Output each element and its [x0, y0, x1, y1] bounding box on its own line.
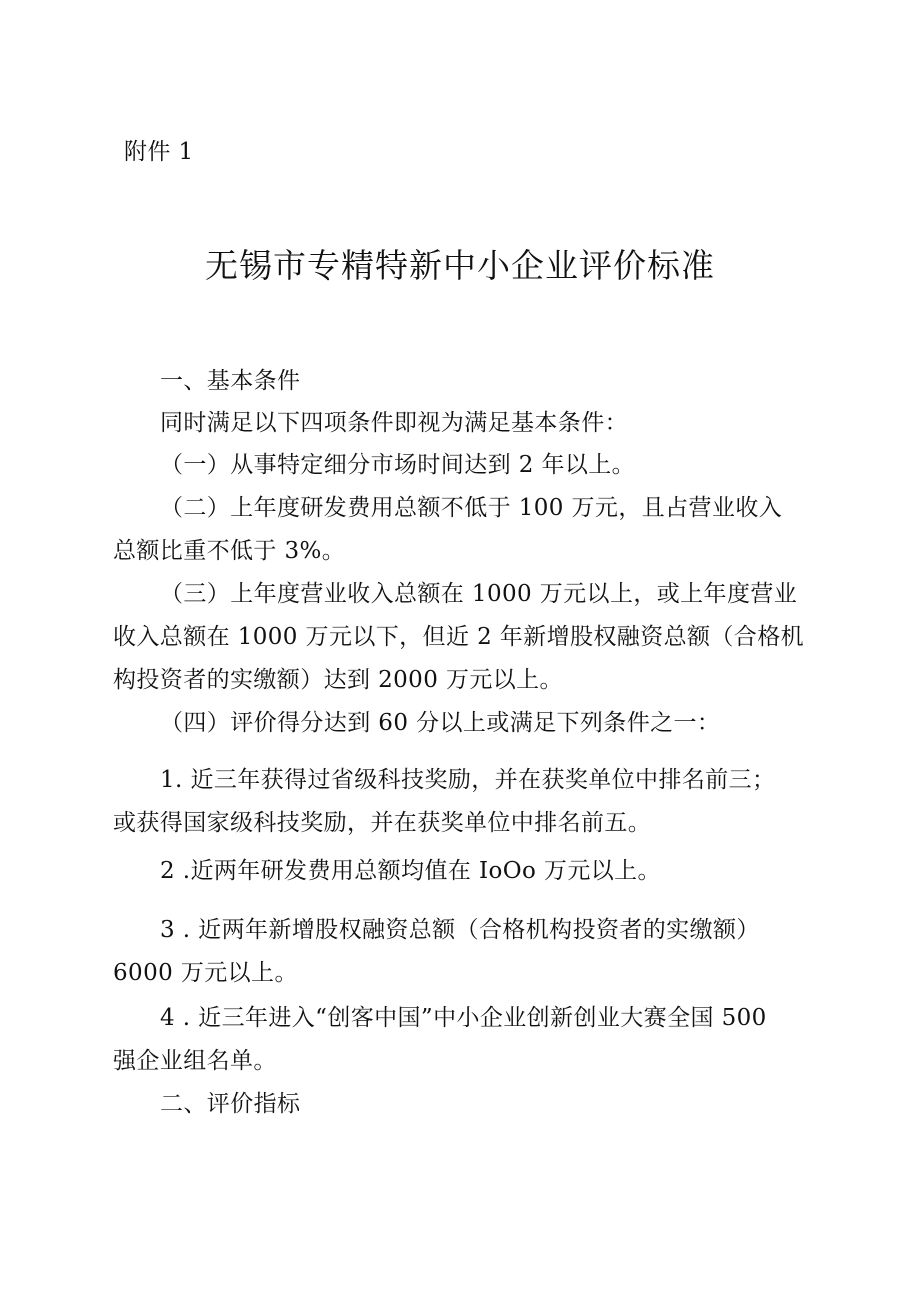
sub-condition-1-line-2: 或获得国家级科技奖励，并在获奖单位中排名前五。 [113, 810, 652, 836]
condition-item-3-line-3: 构投资者的实缴额）达到 2000 万元以上。 [113, 667, 563, 693]
condition-item-2-line-2: 总额比重不低于 3%。 [113, 538, 346, 564]
basic-conditions-intro: 同时满足以下四项条件即视为满足基本条件： [160, 410, 628, 436]
condition-item-3-line-2: 收入总额在 1000 万元以下，但近 2 年新增股权融资总额（合格机 [113, 624, 805, 650]
document-title: 无锡市专精特新中小企业评价标准 [205, 246, 715, 285]
condition-item-2-line-1: （二）上年度研发费用总额不低于 100 万元，且占营业收入 [160, 495, 783, 521]
section-heading-evaluation-indicators: 二、评价指标 [160, 1091, 301, 1117]
sub-condition-2: 2 .近两年研发费用总额均值在 IoOo 万元以上。 [160, 858, 661, 884]
attachment-label: 附件 1 [124, 139, 194, 165]
condition-item-1: （一）从事特定细分市场时间达到 2 年以上。 [160, 452, 636, 478]
sub-condition-3-line-1: 3 . 近两年新增股权融资总额（合格机构投资者的实缴额） [160, 917, 760, 943]
condition-item-3-line-1: （三）上年度营业收入总额在 1000 万元以上，或上年度营业 [160, 581, 798, 607]
condition-item-4: （四）评价得分达到 60 分以上或满足下列条件之一： [160, 710, 721, 736]
section-heading-basic-conditions: 一、基本条件 [160, 368, 301, 394]
sub-condition-4-line-1: 4 . 近三年进入“创客中国”中小企业创新创业大赛全国 500 [160, 1005, 767, 1031]
sub-condition-4-line-2: 强企业组名单。 [113, 1048, 277, 1074]
sub-condition-1-line-1: 1. 近三年获得过省级科技奖励，并在获奖单位中排名前三； [160, 767, 776, 793]
sub-condition-3-line-2: 6000 万元以上。 [113, 960, 298, 986]
